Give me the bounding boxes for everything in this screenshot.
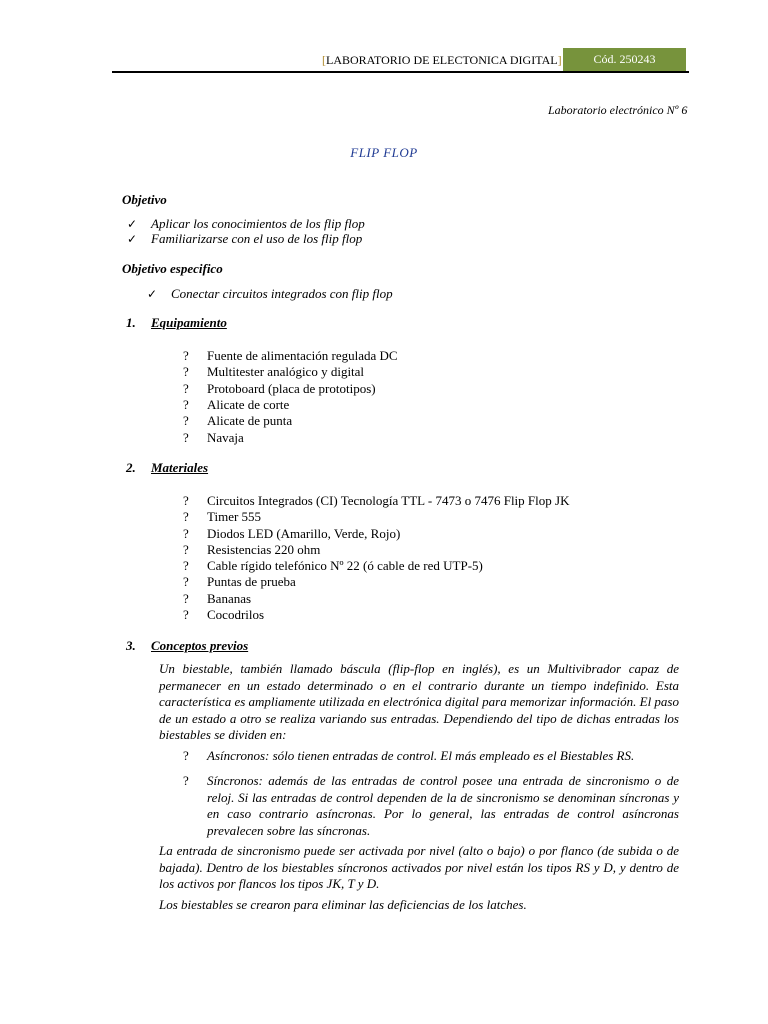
section-3-paragraph-1: Un biestable, también llamado báscula (flip-flop en inglés), es un Multivibrador capaz de permanecer en un estado determinado o en el contrario durante un tiempo indefinido. Esta característica es ampliamente utilizada en electrónica digital para memorizar información. El paso de un estado a otro se realiza variando sus entradas. Dependiendo del tipo de dichas entradas los biestables se dividen en: — [159, 661, 679, 742]
section-3-heading: Conceptos previos — [151, 638, 249, 653]
check-icon: ✓ — [127, 232, 138, 246]
section-3-bullet-2: Síncronos: además de las entradas de control posee una entrada de sincronismo o de reloj. Si las entradas de control dependen de la de sincronismo se denominan síncronas y en caso contrario asíncronas. Por lo general, las entradas de control asíncronas prevalecen sobre las síncronas. — [207, 773, 679, 838]
bullet-marker: ? — [183, 509, 189, 524]
bullet-marker: ? — [183, 430, 189, 445]
list-item: Cocodrilos — [207, 607, 265, 622]
section-2-heading: Materiales — [151, 460, 209, 475]
document-title: FLIP FLOP — [350, 145, 418, 160]
header-bracket-open: [ — [322, 53, 326, 67]
objetivo-heading: Objetivo — [122, 192, 167, 207]
list-item: Circuitos Integrados (CI) Tecnología TTL - 7473 o 7476 Flip Flop JK — [207, 493, 570, 508]
header-bracket-close: ] — [557, 53, 562, 67]
bullet-marker: ? — [183, 364, 189, 379]
bullet-marker: ? — [183, 591, 189, 606]
bullet-marker: ? — [183, 607, 189, 622]
bullet-marker: ? — [183, 542, 189, 557]
bullet-marker: ? — [183, 558, 189, 573]
list-item: Alicate de punta — [207, 413, 293, 428]
bullet-marker: ? — [183, 493, 189, 508]
list-item: Fuente de alimentación regulada DC — [207, 348, 398, 363]
section-2-number: 2. — [126, 460, 136, 475]
bullet-marker: ? — [183, 526, 189, 541]
lab-number: Laboratorio electrónico Nº 6 — [548, 103, 688, 117]
header-rule — [112, 71, 689, 73]
bullet-marker: ? — [183, 413, 189, 428]
list-item: Protoboard (placa de prototipos) — [207, 381, 376, 396]
bullet-marker: ? — [183, 381, 189, 396]
list-item: Resistencias 220 ohm — [207, 542, 321, 557]
objetivo-especifico-item — [147, 285, 157, 303]
bullet-marker: ? — [183, 748, 189, 763]
list-item: Bananas — [207, 591, 252, 606]
section-3-paragraph-3: Los biestables se crearon para eliminar las deficiencias de los latches. — [159, 897, 527, 912]
bullet-marker: ? — [183, 574, 189, 589]
section-3-bullet-1: Asíncronos: sólo tienen entradas de control. El más empleado es el Biestables RS. — [207, 748, 635, 763]
section-1-heading: Equipamiento — [151, 315, 227, 330]
header-code-badge: Cód. 250243 — [563, 48, 686, 71]
objetivo-item-text: Familiarizarse con el uso de los flip flop — [151, 231, 363, 246]
objetivo-item — [127, 230, 137, 248]
bullet-marker: ? — [183, 397, 189, 412]
list-item: Timer 555 — [207, 509, 262, 524]
list-item: Diodos LED (Amarillo, Verde, Rojo) — [207, 526, 401, 541]
header-title-text: LABORATORIO DE ELECTONICA DIGITAL — [326, 53, 558, 67]
list-item: Alicate de corte — [207, 397, 290, 412]
list-item: Cable rígido telefónico Nº 22 (ó cable de red UTP-5) — [207, 558, 483, 573]
section-3-paragraph-2: La entrada de sincronismo puede ser activada por nivel (alto o bajo) o por flanco (de subida o de bajada). Dentro de los biestables síncronos activados por nivel están los tipos RS y D, y dentro de los activos por flancos los tipos JK, T y D. — [159, 843, 679, 891]
objetivo-especifico-item-text: Conectar circuitos integrados con flip flop — [171, 286, 393, 301]
check-icon: ✓ — [147, 287, 158, 301]
list-item: Navaja — [207, 430, 244, 445]
header-title — [322, 53, 562, 68]
section-1-number: 1. — [126, 315, 136, 330]
check-icon: ✓ — [127, 217, 138, 231]
objetivo-item-text: Aplicar los conocimientos de los flip flop — [151, 216, 365, 231]
bullet-marker: ? — [183, 773, 189, 788]
bullet-marker: ? — [183, 348, 189, 363]
list-item: Puntas de prueba — [207, 574, 296, 589]
objetivo-especifico-heading: Objetivo especifico — [122, 261, 223, 276]
list-item: Multitester analógico y digital — [207, 364, 365, 379]
section-3-number: 3. — [126, 638, 136, 653]
